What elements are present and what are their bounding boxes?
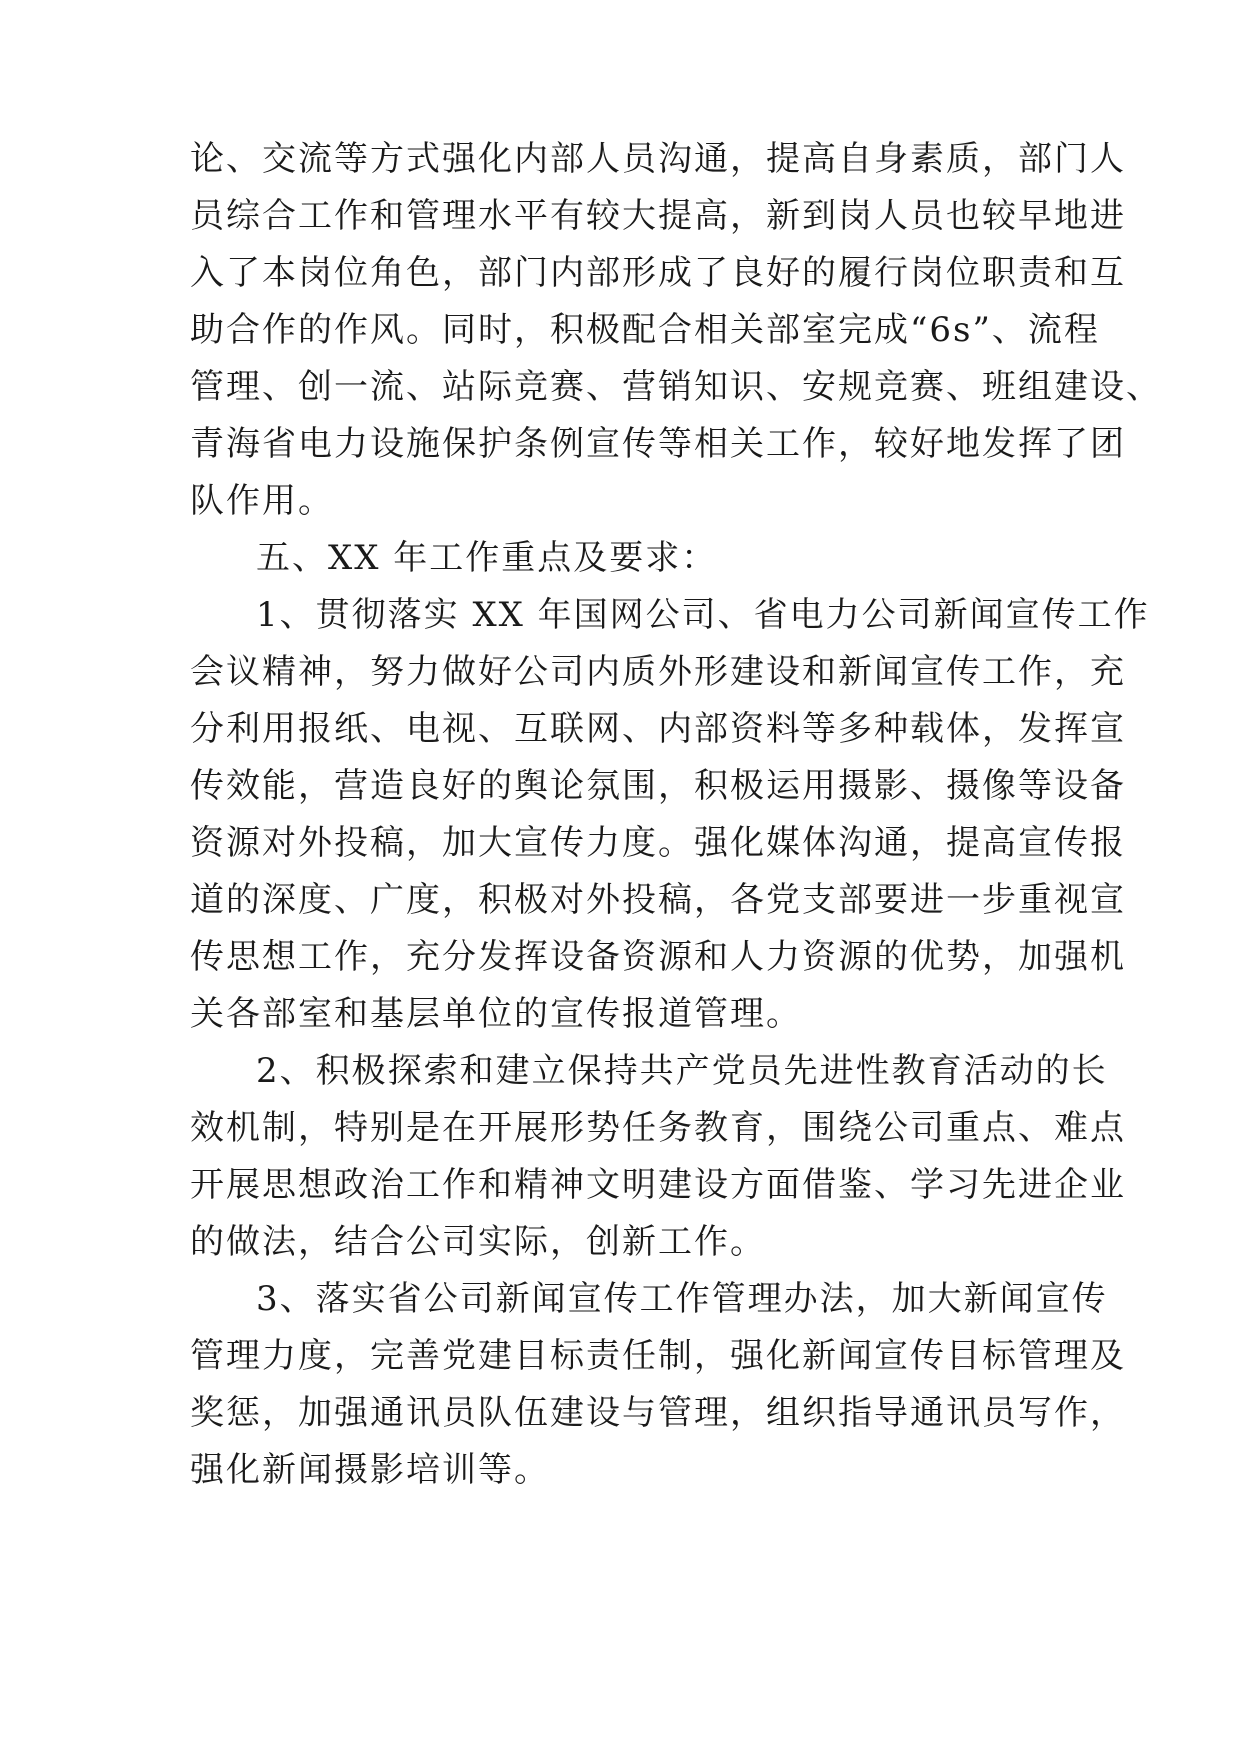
list-item-3 xyxy=(190,1271,1126,1499)
text-line: 道的深度、广度，积极对外投稿，各党支部要进一步重视宣 xyxy=(190,880,1126,920)
text-line: 传效能，营造良好的舆论氛围，积极运用摄影、摄像等设备 xyxy=(190,766,1126,806)
text-line: 队作用。 xyxy=(190,481,334,521)
text-line: 的做法，结合公司实际，创新工作。 xyxy=(190,1222,766,1262)
text-line: 会议精神，努力做好公司内质外形建设和新闻宣传工作，充 xyxy=(190,652,1126,692)
text-line: 强化新闻摄影培训等。 xyxy=(190,1450,550,1490)
text-line: 2、积极探索和建立保持共产党员先进性教育活动的长 xyxy=(256,1051,1108,1091)
text-line: 1、贯彻落实 XX 年国网公司、省电力公司新闻宣传工作 xyxy=(256,595,1150,635)
text-line: 论、交流等方式强化内部人员沟通，提高自身素质，部门人 xyxy=(190,139,1126,179)
list-item-1 xyxy=(190,587,1150,1043)
paragraph-teamwork xyxy=(190,131,1162,530)
text-line: 关各部室和基层单位的宣传报道管理。 xyxy=(190,994,802,1034)
text-line: 青海省电力设施保护条例宣传等相关工作，较好地发挥了团 xyxy=(190,424,1126,464)
text-line: 奖惩，加强通讯员队伍建设与管理，组织指导通讯员写作， xyxy=(190,1393,1126,1433)
text-line: 管理力度，完善党建目标责任制，强化新闻宣传目标管理及 xyxy=(190,1336,1126,1376)
text-line: 资源对外投稿，加大宣传力度。强化媒体沟通，提高宣传报 xyxy=(190,823,1126,863)
text-line: 员综合工作和管理水平有较大提高，新到岗人员也较早地进 xyxy=(190,196,1126,236)
text-line: 开展思想政治工作和精神文明建设方面借鉴、学习先进企业 xyxy=(190,1165,1126,1205)
list-item-2 xyxy=(190,1043,1126,1271)
section-heading: 五、XX 年工作重点及要求： xyxy=(256,538,718,578)
text-line: 分利用报纸、电视、互联网、内部资料等多种载体，发挥宣 xyxy=(190,709,1126,749)
text-line: 传思想工作，充分发挥设备资源和人力资源的优势，加强机 xyxy=(190,937,1126,977)
text-line: 3、落实省公司新闻宣传工作管理办法，加大新闻宣传 xyxy=(256,1279,1108,1319)
text-line: 入了本岗位角色，部门内部形成了良好的履行岗位职责和互 xyxy=(190,253,1126,293)
text-line: 管理、创一流、站际竞赛、营销知识、安规竞赛、班组建设、 xyxy=(190,367,1162,407)
text-line: 助合作的作风。同时，积极配合相关部室完成“6s”、流程 xyxy=(190,310,1100,350)
document-body xyxy=(190,131,1162,1499)
text-line: 效机制，特别是在开展形势任务教育，围绕公司重点、难点 xyxy=(190,1108,1126,1148)
